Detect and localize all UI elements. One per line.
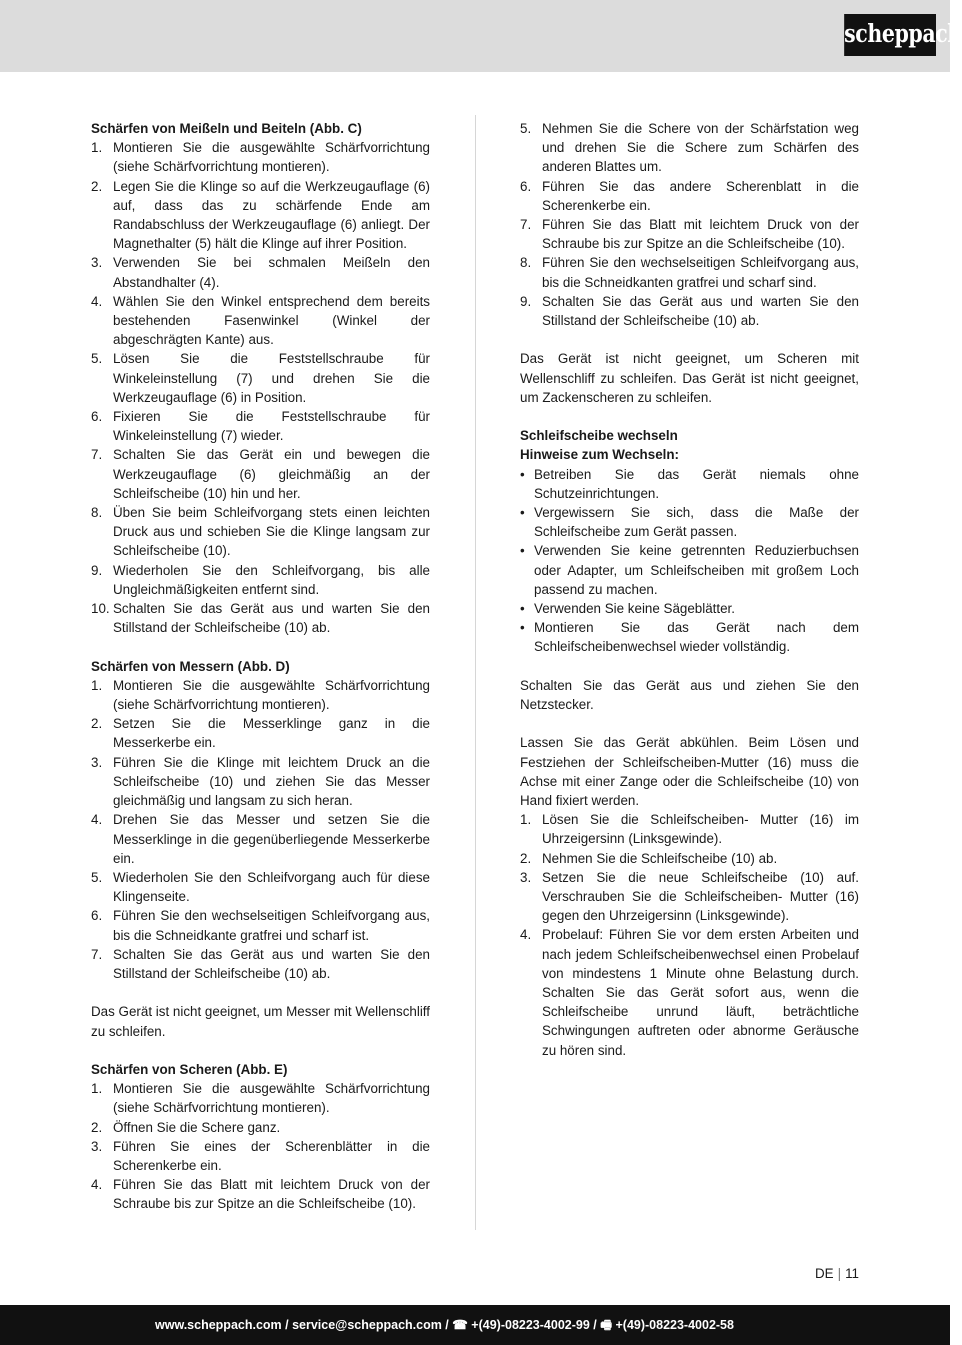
list-item-text: Führen Sie das Blatt mit leichtem Druck von der Schraube bis zur Spitze an die Schleifscheibe (10). bbox=[113, 1177, 430, 1212]
list-item-text: Führen Sie eines der Scherenblätter in die Scherenkerbe ein. bbox=[113, 1138, 430, 1173]
section-title-knives: Schärfen von Messern (Abb. D) bbox=[91, 658, 290, 674]
list-item bbox=[520, 599, 859, 618]
page-separator: | bbox=[837, 1266, 842, 1281]
page-language: DE bbox=[815, 1266, 834, 1281]
list-item bbox=[91, 561, 430, 599]
list-item bbox=[520, 215, 859, 253]
list-item-text: Führen Sie die Klinge mit leichtem Druck an die Schleifscheibe (10) und ziehen Sie das Messer gleichmäßig und langsam zu sich heran. bbox=[113, 754, 430, 809]
section-title-chisels: Schärfen von Meißeln und Beiteln (Abb. C) bbox=[91, 121, 362, 136]
list-item-text: Montieren Sie das Gerät nach dem Schleifscheibenwechsel wieder vollständig. bbox=[534, 620, 859, 655]
list-item bbox=[91, 503, 430, 561]
list-item bbox=[91, 1137, 430, 1175]
left-column bbox=[91, 119, 430, 1214]
list-item-text: Probelauf: Führen Sie vor dem ersten Arbeiten und nach jedem Schleifscheibenwechsel einen Probelauf von mindestens 1 Minute ohne Belastung durch. Schalten Sie das Gerät sofort aus, wenn die Schleifscheibe unrund läuft, beträchtliche Schwingungen auftreten oder abnorme Geräusche zu hören sind. bbox=[542, 927, 859, 1058]
bullet-marker: • bbox=[520, 601, 525, 617]
list-item-text: Verwenden Sie keine Sägeblätter. bbox=[534, 601, 736, 617]
list-item bbox=[520, 618, 859, 656]
list-item bbox=[520, 541, 859, 599]
bullet-marker: • bbox=[520, 505, 525, 521]
section-subtitle-wheel-change: Hinweise zum Wechseln: bbox=[520, 447, 679, 463]
list-item-text: Verwenden Sie keine getrennten Reduzierbuchsen oder Adapter, um Schleifscheiben mit großem Loch passend zu machen. bbox=[534, 543, 859, 597]
item-number: 1. bbox=[91, 677, 103, 693]
item-number: 1. bbox=[91, 140, 103, 156]
list-item-text: Fixieren Sie die Feststellschraube für Winkeleinstellung (7) wieder. bbox=[113, 409, 430, 444]
right-column bbox=[520, 119, 859, 1060]
item-number: 2. bbox=[520, 850, 532, 866]
list-item bbox=[91, 676, 430, 714]
note-knives: Das Gerät ist nicht geeignet, um Messer mit Wellenschliff zu schleifen. bbox=[91, 1004, 430, 1039]
item-number: 4. bbox=[91, 1177, 103, 1193]
item-number: 4. bbox=[91, 293, 103, 309]
list-item bbox=[91, 177, 430, 254]
paragraph-unplug: Schalten Sie das Gerät aus und ziehen Sie den Netzstecker. bbox=[520, 677, 859, 713]
list-item-text: Betreiben Sie das Gerät niemals ohne Schutzeinrichtungen. bbox=[534, 466, 859, 501]
list-chisels bbox=[91, 138, 430, 637]
list-item-text: Üben Sie beim Schleifvorgang stets einen leichten Druck aus und schieben Sie die Klinge langsam zur Schleifscheibe (10). bbox=[113, 505, 430, 559]
list-item bbox=[91, 407, 430, 445]
footer-contact-bar bbox=[0, 1305, 950, 1345]
list-item-text: Setzen Sie die neue Schleifscheibe (10) auf. Verschrauben Sie die Schleifscheiben- Mutter (16) gegen den Uhrzeigersinn (Linksgewinde). bbox=[542, 869, 859, 924]
item-number: 7. bbox=[91, 946, 103, 962]
list-wheel-change bbox=[520, 810, 859, 1060]
list-item-text: Verwenden Sie bei schmalen Meißeln den Abstandhalter (4). bbox=[113, 255, 430, 290]
list-item-text: Schalten Sie das Gerät aus und warten Sie den Stillstand der Schleifscheibe (10) ab. bbox=[113, 601, 430, 636]
item-number: 10. bbox=[91, 601, 110, 617]
item-number: 6. bbox=[91, 908, 103, 924]
list-item-text: Führen Sie das andere Scherenblatt in die Scherenkerbe ein. bbox=[542, 178, 859, 213]
list-scissors bbox=[91, 1079, 430, 1213]
list-item-text: Wählen Sie den Winkel entsprechend dem bereits bestehenden Fasenwinkel (Winkel der abgeschrägten Kante) aus. bbox=[113, 293, 430, 348]
list-item bbox=[520, 177, 859, 215]
section-title-scissors: Schärfen von Scheren (Abb. E) bbox=[91, 1061, 288, 1077]
list-item-text: Setzen Sie die Messerklinge ganz in die Messerkerbe ein. bbox=[113, 716, 430, 751]
list-item bbox=[91, 1079, 430, 1117]
list-item bbox=[520, 868, 859, 926]
bullet-marker: • bbox=[520, 466, 525, 482]
list-item-text: Nehmen Sie die Schleifscheibe (10) ab. bbox=[542, 850, 778, 866]
page-number-value: 11 bbox=[845, 1266, 859, 1281]
bullet-marker: • bbox=[520, 543, 525, 559]
item-number: 2. bbox=[91, 1119, 103, 1135]
item-number: 3. bbox=[91, 1138, 103, 1154]
item-number: 9. bbox=[520, 293, 532, 309]
item-number: 5. bbox=[91, 351, 103, 367]
footer-contact: www.scheppach.com / service@scheppach.com / ☎ +(49)-08223-4002-99 / 🖷 +(49)-08223-4002-58 bbox=[155, 1318, 734, 1332]
list-item-text: Drehen Sie das Messer und setzen Sie die Messerklinge in die gegenüberliegende Messerkerbe ein. bbox=[113, 812, 430, 866]
paragraph-cool-down: Lassen Sie das Gerät abkühlen. Beim Lösen und Festziehen der Schleifscheiben-Mutter (16) muss die Achse mit einer Zange oder die Schleifscheibe (10) von Hand fixiert werden. bbox=[520, 735, 859, 809]
item-number: 1. bbox=[520, 812, 532, 828]
list-scissors-continued bbox=[520, 119, 859, 330]
item-number: 3. bbox=[520, 869, 532, 885]
list-item-text: Montieren Sie die ausgewählte Schärfvorrichtung (siehe Schärfvorrichtung montieren). bbox=[113, 140, 430, 175]
item-number: 4. bbox=[91, 812, 103, 828]
list-item bbox=[520, 253, 859, 291]
list-item-text: Schalten Sie das Gerät aus und warten Sie den Stillstand der Schleifscheibe (10) ab. bbox=[542, 293, 859, 329]
bullets-wheel-change bbox=[520, 465, 859, 657]
header-bar bbox=[0, 0, 962, 72]
list-item bbox=[91, 1175, 430, 1213]
item-number: 5. bbox=[91, 869, 103, 885]
list-item-text: Führen Sie den wechselseitigen Schleifvorgang aus, bis die Schneidkanten gratfrei und scharf sind. bbox=[542, 255, 859, 290]
list-item-text: Wiederholen Sie den Schleifvorgang, bis alle Ungleichmäßigkeiten entfernt sind. bbox=[113, 562, 430, 597]
list-item bbox=[91, 753, 430, 811]
brand-logo: scheppach bbox=[844, 14, 936, 56]
list-item bbox=[91, 599, 430, 637]
list-item bbox=[520, 810, 859, 848]
list-item-text: Führen Sie das Blatt mit leichtem Druck von der Schraube bis zur Spitze an die Schleifscheibe (10). bbox=[542, 217, 859, 252]
list-item-text: Schalten Sie das Gerät aus und warten Sie den Stillstand der Schleifscheibe (10) ab. bbox=[113, 946, 430, 981]
list-item-text: Lösen Sie die Feststellschraube für Winkeleinstellung (7) und drehen Sie die Werkzeugauflage (6) in Position. bbox=[113, 351, 430, 405]
list-item bbox=[520, 849, 859, 868]
item-number: 6. bbox=[520, 178, 532, 194]
list-item-text: Montieren Sie die ausgewählte Schärfvorrichtung (siehe Schärfvorrichtung montieren). bbox=[113, 677, 430, 713]
list-item bbox=[91, 1118, 430, 1137]
list-item bbox=[520, 292, 859, 330]
bullet-marker: • bbox=[520, 620, 525, 636]
list-item-text: Wiederholen Sie den Schleifvorgang auch für diese Klingenseite. bbox=[113, 869, 430, 905]
item-number: 5. bbox=[520, 121, 532, 136]
list-item bbox=[91, 292, 430, 350]
list-item-text: Vergewissern Sie sich, dass die Maße der Schleifscheibe zum Gerät passen. bbox=[534, 505, 859, 540]
list-item-text: Schalten Sie das Gerät ein und bewegen die Werkzeugauflage (6) gleichmäßig an der Schleifscheibe (10) hin und her. bbox=[113, 447, 430, 501]
item-number: 9. bbox=[91, 562, 103, 578]
item-number: 8. bbox=[520, 255, 532, 271]
list-item-text: Führen Sie den wechselseitigen Schleifvorgang aus, bis die Schneidkante gratfrei und scharf ist. bbox=[113, 908, 430, 943]
item-number: 1. bbox=[91, 1081, 103, 1097]
item-number: 3. bbox=[91, 754, 103, 770]
list-item bbox=[91, 810, 430, 868]
item-number: 3. bbox=[91, 255, 103, 271]
item-number: 6. bbox=[91, 409, 103, 425]
list-item bbox=[91, 253, 430, 291]
item-number: 7. bbox=[91, 447, 103, 463]
list-item bbox=[91, 445, 430, 503]
page-number bbox=[815, 1266, 859, 1281]
list-item bbox=[91, 945, 430, 983]
list-item bbox=[520, 465, 859, 503]
item-number: 2. bbox=[91, 178, 103, 194]
list-item-text: Legen Sie die Klinge so auf die Werkzeugauflage (6) auf, dass das zu schärfende Ende am Randabschluss der Werkzeugauflage (6) anliegt. Der Magnethalter (5) hält die Klinge auf ihrer Position. bbox=[113, 178, 430, 252]
list-item bbox=[520, 119, 859, 177]
list-item bbox=[520, 503, 859, 541]
item-number: 4. bbox=[520, 927, 532, 943]
list-item bbox=[91, 868, 430, 906]
item-number: 7. bbox=[520, 217, 532, 233]
list-item-text: Montieren Sie die ausgewählte Schärfvorrichtung (siehe Schärfvorrichtung montieren). bbox=[113, 1081, 430, 1116]
list-item bbox=[91, 714, 430, 752]
section-title-wheel-change: Schleifscheibe wechseln bbox=[520, 428, 678, 444]
list-item bbox=[91, 906, 430, 944]
column-divider bbox=[475, 115, 476, 1230]
note-scissors: Das Gerät ist nicht geeignet, um Scheren mit Wellenschliff zu schleifen. Das Gerät ist nicht geeignet, um Zackenscheren zu schleifen. bbox=[520, 351, 859, 405]
list-knives bbox=[91, 676, 430, 983]
list-item bbox=[520, 925, 859, 1059]
list-item bbox=[91, 349, 430, 407]
list-item-text: Öffnen Sie die Schere ganz. bbox=[113, 1119, 281, 1135]
list-item-text: Nehmen Sie die Schere von der Schärfstation weg und drehen Sie die Schere zum Schärfen des anderen Blattes um. bbox=[542, 121, 859, 175]
list-item bbox=[91, 138, 430, 176]
item-number: 2. bbox=[91, 716, 103, 732]
list-item-text: Lösen Sie die Schleifscheiben- Mutter (16) im Uhrzeigersinn (Linksgewinde). bbox=[542, 812, 859, 847]
item-number: 8. bbox=[91, 505, 103, 521]
